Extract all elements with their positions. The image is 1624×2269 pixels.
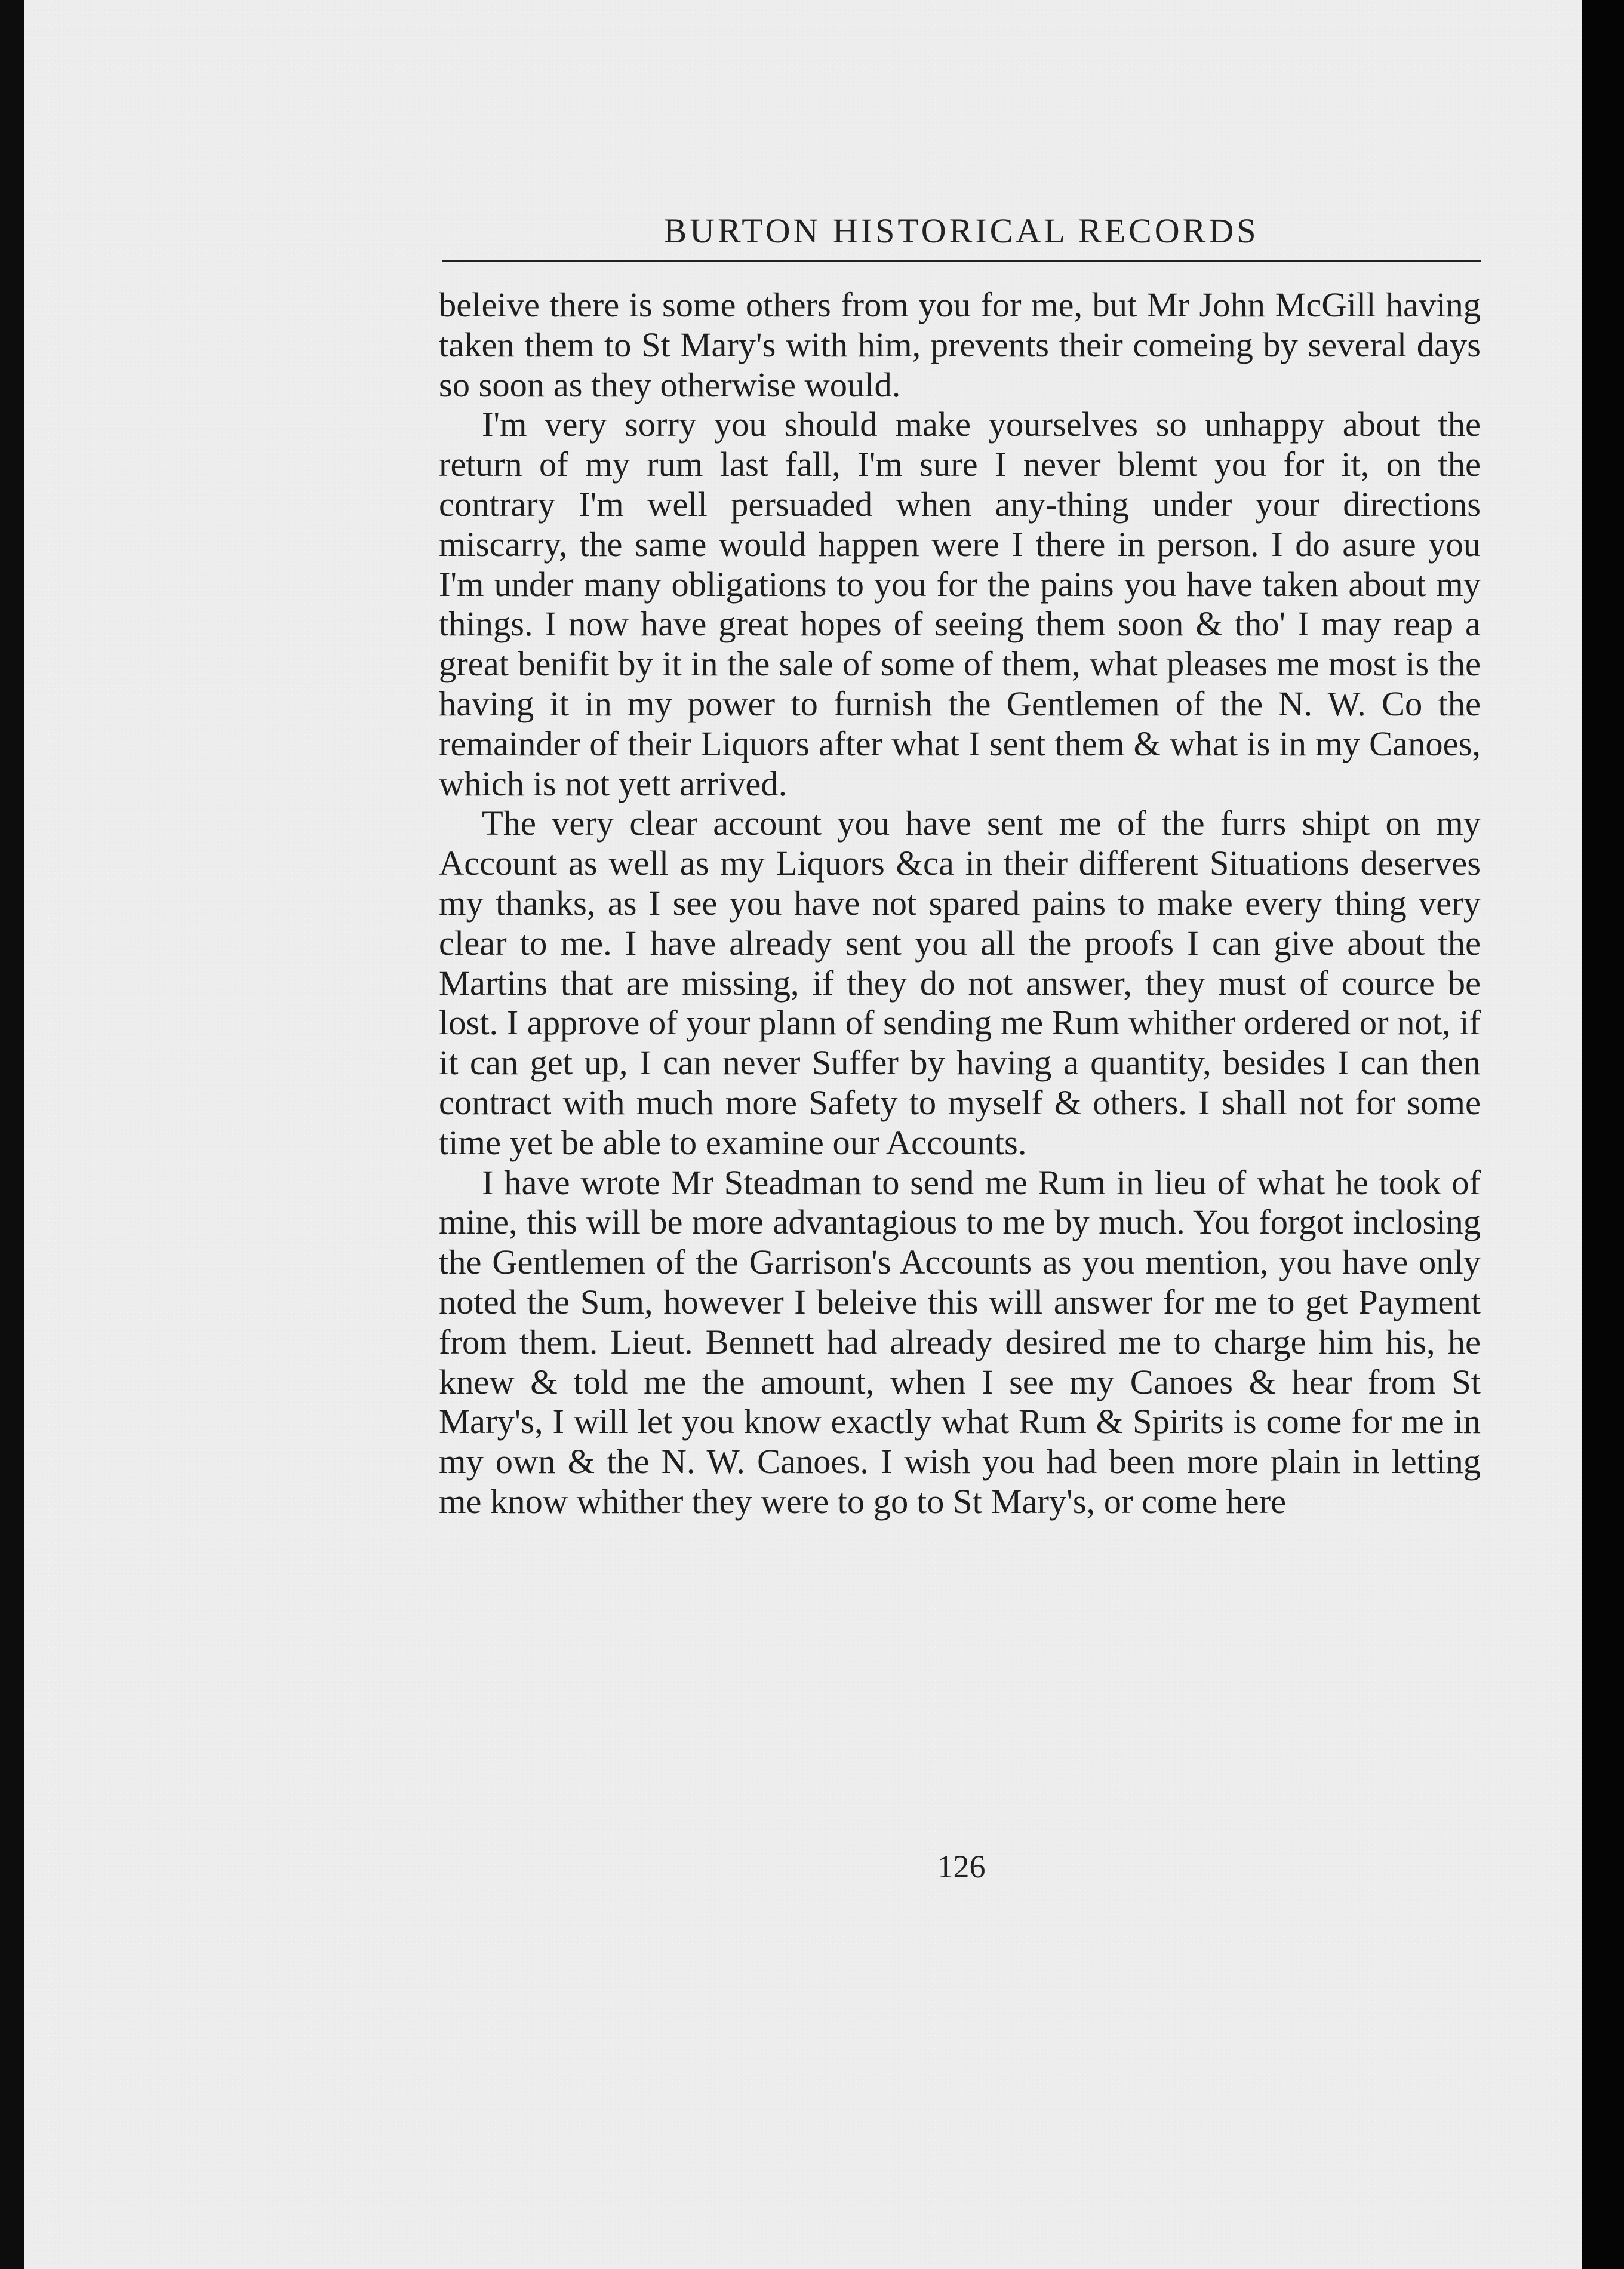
running-header-title: BURTON HISTORICAL RECORDS: [663, 211, 1259, 250]
paragraph-3: The very clear account you have sent me of the furrs shipt on my Account as well as my Liquors &ca in their different Situations deserves my thanks, as I see you have not spared pains to make every thing very clear to me. I have already sent you all the proofs I can give about the Martins that are missing, if they do not answer, they must of cource be lost. I approve of your plann of sending me Rum whither ordered or not, if it can get up, I can never Suffer by having a quantity, besides I can then contract with much more Safety to myself & others. I shall not for some time yet be able to examine our Accounts.: [439, 804, 1481, 1162]
paragraph-2: I'm very sorry you should make yourselves so unhappy about the return of my rum last fall, I'm sure I never blemt you for it, on the contrary I'm well persuaded when any-thing under your directions miscarry, the same would happen were I there in person. I do asure you I'm under many obligations to you for the pains you have taken about my things. I now have great hopes of seeing them soon & tho' I may reap a great benifit by it in the sale of some of them, what pleases me most is the having it in my power to furnish the Gentlemen of the N. W. Co the remainder of their Liquors after what I sent them & what is in my Canoes, which is not yett arrived.: [439, 405, 1481, 803]
page-number: 126: [937, 1849, 986, 1884]
scanned-page: [24, 0, 1600, 2269]
body-text: [439, 285, 1481, 1522]
paragraph-1: beleive there is some others from you for me, but Mr John McGill having taken them to St Mary's with him, prevents their comeing by several days so soon as they otherwise would.: [439, 285, 1481, 404]
running-header: [442, 206, 1481, 262]
scan-border: [1582, 0, 1624, 2269]
paragraph-4: I have wrote Mr Steadman to send me Rum in lieu of what he took of mine, this will be more advantagious to me by much. You forgot inclosing the Gentlemen of the Garrison's Accounts as you mention, you have only noted the Sum, however I beleive this will answer for me to get Payment from them. Lieut. Bennett had already desired me to charge him his, he knew & told me the amount, when I see my Canoes & hear from St Mary's, I will let you know exactly what Rum & Spirits is come for me in my own & the N. W. Canoes. I wish you had been more plain in letting me know whither they were to go to St Mary's, or come here: [439, 1163, 1481, 1521]
